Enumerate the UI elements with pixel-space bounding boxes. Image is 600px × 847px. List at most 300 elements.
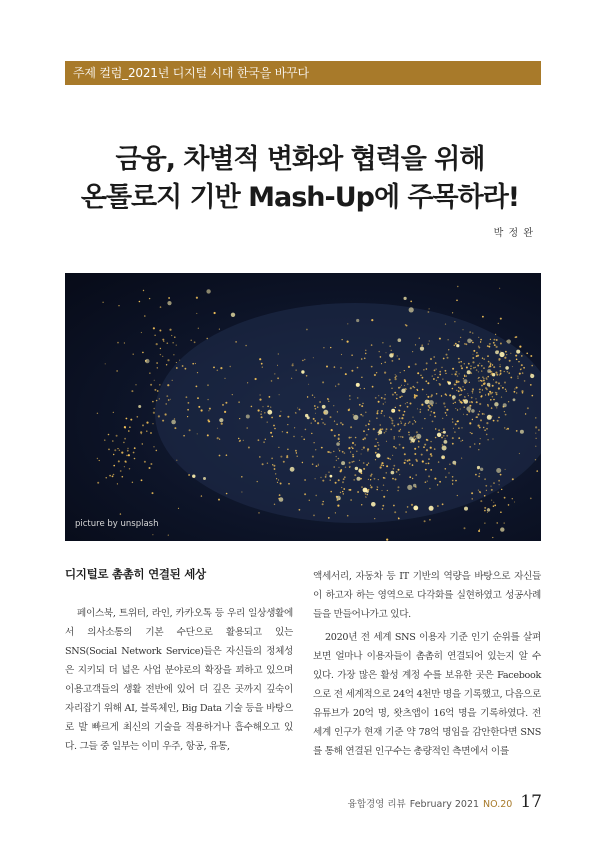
light-dot	[207, 384, 209, 386]
light-dot	[330, 491, 332, 493]
light-dot	[416, 395, 418, 397]
light-dot	[460, 361, 462, 363]
light-dot	[422, 460, 424, 462]
light-dot	[272, 464, 273, 465]
light-dot	[325, 476, 327, 478]
light-dot	[407, 506, 409, 508]
light-dot	[424, 444, 426, 446]
light-dot	[404, 462, 406, 464]
light-dot	[334, 421, 335, 422]
light-dot	[378, 479, 379, 480]
light-dot	[481, 370, 482, 371]
issue-number: NO.20	[483, 799, 513, 810]
light-dot	[477, 466, 480, 469]
light-dot	[385, 431, 386, 432]
light-dot	[448, 339, 449, 340]
light-dot	[152, 423, 153, 424]
light-dot	[503, 403, 507, 407]
light-dot	[364, 437, 366, 439]
light-dot	[208, 421, 209, 422]
light-dot	[246, 427, 248, 429]
light-dot	[476, 356, 477, 357]
light-dot	[442, 446, 447, 451]
light-dot	[226, 493, 228, 495]
light-dot	[364, 388, 365, 389]
light-dot	[378, 401, 380, 403]
light-dot	[441, 367, 443, 369]
light-dot	[500, 364, 501, 365]
light-dot	[475, 367, 476, 368]
light-dot	[468, 363, 470, 365]
light-dot	[500, 351, 501, 352]
magazine-name: 융합경영 리뷰	[347, 799, 406, 810]
light-dot	[365, 425, 367, 427]
light-dot	[504, 382, 506, 384]
light-dot	[186, 396, 188, 398]
light-dot	[375, 438, 376, 439]
light-dot	[495, 350, 499, 354]
light-dot	[473, 354, 474, 355]
light-dot	[472, 361, 474, 363]
light-dot	[126, 418, 128, 420]
light-dot	[492, 364, 493, 365]
light-dot	[392, 478, 394, 480]
light-dot	[479, 473, 480, 474]
light-dot	[159, 330, 161, 332]
light-dot	[491, 407, 493, 409]
light-dot	[376, 372, 377, 373]
light-dot	[343, 488, 345, 490]
light-dot	[446, 354, 448, 356]
light-dot	[478, 337, 479, 338]
light-dot	[287, 424, 288, 425]
light-dot	[142, 352, 144, 354]
light-dot	[336, 496, 340, 500]
light-dot	[314, 397, 315, 398]
light-dot	[398, 358, 400, 360]
light-dot	[436, 403, 437, 404]
light-dot	[410, 387, 412, 389]
light-dot	[113, 465, 115, 467]
light-dot	[341, 461, 345, 465]
light-dot	[366, 497, 367, 498]
light-dot	[408, 434, 409, 435]
light-dot	[400, 386, 401, 387]
light-dot	[188, 474, 190, 476]
light-dot	[483, 367, 485, 369]
light-dot	[361, 449, 362, 450]
light-dot	[407, 384, 408, 385]
light-dot	[327, 398, 329, 400]
light-dot	[456, 390, 457, 391]
light-dot	[362, 415, 363, 416]
light-dot	[153, 446, 154, 447]
light-dot	[162, 420, 164, 422]
light-dot	[292, 364, 294, 366]
light-dot	[536, 470, 538, 472]
light-dot	[235, 341, 237, 343]
light-dot	[498, 480, 500, 482]
light-dot	[240, 440, 241, 441]
light-dot	[353, 479, 355, 481]
light-dot	[504, 522, 505, 523]
light-dot	[457, 495, 458, 496]
light-dot	[160, 306, 162, 308]
light-dot	[479, 363, 480, 364]
light-dot	[150, 432, 152, 434]
light-dot	[429, 519, 431, 521]
light-dot	[167, 384, 169, 386]
light-dot	[338, 467, 339, 468]
light-dot	[514, 502, 515, 503]
light-dot	[457, 409, 458, 410]
light-dot	[473, 350, 475, 352]
light-dot	[392, 455, 393, 456]
light-dot	[293, 436, 294, 437]
light-dot	[413, 506, 418, 511]
light-dot	[365, 353, 367, 355]
light-dot	[357, 397, 359, 399]
light-dot	[500, 527, 504, 531]
light-dot	[340, 367, 341, 368]
light-dot	[134, 458, 136, 460]
light-dot	[468, 411, 470, 413]
light-dot	[163, 341, 164, 342]
light-dot	[460, 401, 462, 403]
light-dot	[390, 459, 391, 460]
light-dot	[438, 429, 440, 431]
light-dot	[348, 409, 350, 411]
light-dot	[141, 479, 143, 481]
light-dot	[159, 398, 160, 399]
photo-credit: picture by unsplash	[75, 519, 159, 529]
light-dot	[301, 370, 304, 373]
light-dot	[269, 396, 271, 398]
light-dot	[417, 372, 419, 374]
light-dot	[484, 429, 486, 431]
light-dot	[492, 375, 493, 376]
light-dot	[444, 438, 445, 439]
light-dot	[188, 402, 190, 404]
light-dot	[331, 429, 333, 431]
light-dot	[493, 379, 494, 380]
light-dot	[487, 415, 492, 420]
light-dot	[478, 490, 479, 491]
light-dot	[208, 410, 209, 411]
light-dot	[152, 534, 153, 535]
light-dot	[484, 523, 485, 524]
light-dot	[225, 402, 227, 404]
light-dot	[185, 368, 187, 370]
light-dot	[367, 448, 369, 450]
light-dot	[291, 378, 292, 379]
light-dot	[362, 403, 363, 404]
light-dot	[426, 394, 427, 395]
light-dot	[391, 350, 392, 351]
light-dot	[469, 401, 470, 402]
light-dot	[409, 463, 411, 465]
light-dot	[352, 442, 354, 444]
light-dot	[241, 476, 243, 478]
light-dot	[334, 435, 336, 437]
light-dot	[135, 384, 136, 385]
light-dot	[370, 479, 371, 480]
light-dot	[338, 383, 340, 385]
light-dot	[113, 412, 114, 413]
light-dot	[351, 370, 353, 372]
light-dot	[435, 428, 436, 429]
light-dot	[472, 357, 474, 359]
light-dot	[459, 394, 461, 396]
light-dot	[158, 415, 160, 417]
light-dot	[120, 470, 122, 472]
light-dot	[353, 456, 354, 457]
light-dot	[429, 506, 434, 511]
light-dot	[488, 393, 490, 395]
light-dot	[464, 399, 469, 404]
light-dot	[494, 505, 496, 507]
light-dot	[386, 441, 387, 442]
light-dot	[531, 365, 533, 367]
light-dot	[456, 381, 458, 383]
light-dot	[129, 468, 130, 469]
paragraph: 페이스북, 트위터, 라인, 카카오톡 등 우리 일상생활에서 의사소통의 기본 수단으로 활용되고 있는 SNS(Social Network Service)들은 자신들의 정체성은 지키되 더 넓은 사업 분야로의 확장을 꾀하고 있으며 이용고객들의 생활 전반에 있어 더 깊은 곳까지 깊숙이 자리잡기 위해 AI, 블록체인, Big Data 기술 등을 바탕으로 발 빠르게 최신의 기술을 적용하거나 흡수해오고 있다. 그들 중 일부는 이미 우주, 항공, 유통,	[65, 608, 293, 752]
light-dot	[218, 499, 220, 501]
light-dot	[461, 441, 462, 442]
light-dot	[491, 489, 493, 491]
light-dot	[469, 382, 470, 383]
light-dot	[393, 465, 395, 467]
light-dot	[149, 467, 151, 469]
light-dot	[97, 413, 98, 414]
light-dot	[400, 421, 401, 422]
light-dot	[485, 394, 486, 395]
light-dot	[274, 373, 275, 374]
light-dot	[490, 371, 492, 373]
light-dot	[475, 417, 476, 418]
light-dot	[459, 388, 461, 390]
light-dot	[458, 437, 460, 439]
light-dot	[349, 437, 351, 439]
light-dot	[487, 512, 488, 513]
light-dot	[123, 442, 125, 444]
light-dot	[299, 509, 301, 511]
light-dot	[517, 378, 518, 379]
light-dot	[473, 367, 475, 369]
light-dot	[323, 412, 325, 414]
light-dot	[149, 298, 150, 299]
light-dot	[416, 389, 418, 391]
light-dot	[330, 480, 331, 481]
light-dot	[335, 482, 337, 484]
light-dot	[274, 428, 276, 430]
light-dot	[463, 414, 464, 415]
light-dot	[374, 478, 376, 480]
light-dot	[392, 353, 394, 355]
light-dot	[376, 453, 380, 457]
light-dot	[328, 517, 330, 519]
light-dot	[484, 382, 486, 384]
light-dot	[478, 449, 479, 450]
light-dot	[532, 395, 534, 397]
light-dot	[415, 459, 417, 461]
light-dot	[530, 374, 534, 378]
light-dot	[368, 463, 369, 464]
light-dot	[371, 366, 373, 368]
light-dot	[456, 344, 459, 347]
light-dot	[173, 354, 174, 355]
light-dot	[535, 426, 537, 428]
light-dot	[347, 515, 349, 517]
light-dot	[495, 381, 497, 383]
light-dot	[448, 382, 451, 385]
light-dot	[430, 396, 431, 397]
light-dot	[431, 411, 433, 413]
light-dot	[391, 471, 395, 475]
light-dot	[499, 484, 500, 485]
light-dot	[416, 431, 418, 433]
light-dot	[168, 535, 169, 536]
light-dot	[466, 414, 467, 415]
light-dot	[399, 417, 401, 419]
light-dot	[496, 468, 501, 473]
light-dot	[457, 375, 458, 376]
light-dot	[390, 346, 391, 347]
light-dot	[498, 492, 499, 493]
light-dot	[439, 481, 441, 483]
light-dot	[144, 461, 146, 463]
light-dot	[361, 454, 362, 455]
light-dot	[320, 477, 321, 478]
light-dot	[311, 423, 312, 424]
light-dot	[443, 431, 446, 434]
light-dot	[390, 429, 392, 431]
light-dot	[352, 454, 353, 455]
light-dot	[131, 390, 133, 392]
light-dot	[516, 392, 517, 393]
light-dot	[467, 393, 468, 394]
light-dot	[197, 433, 198, 434]
light-dot	[367, 450, 368, 451]
light-dot	[405, 403, 406, 404]
light-dot	[374, 518, 375, 519]
light-dot	[119, 450, 120, 451]
light-dot	[449, 464, 450, 465]
light-dot	[97, 482, 99, 484]
light-dot	[272, 436, 274, 438]
light-dot	[301, 436, 302, 437]
light-dot	[466, 406, 471, 411]
light-dot	[213, 367, 215, 369]
light-dot	[437, 377, 439, 379]
light-dot	[299, 409, 301, 411]
light-dot	[470, 368, 471, 369]
light-dot	[387, 490, 388, 491]
light-dot	[352, 448, 354, 450]
light-dot	[458, 428, 459, 429]
light-dot	[287, 416, 289, 418]
light-dot	[126, 455, 128, 457]
light-dot	[442, 379, 443, 380]
light-dot	[357, 477, 361, 481]
light-dot	[261, 416, 263, 418]
light-dot	[338, 458, 340, 460]
light-dot	[354, 444, 356, 446]
light-dot	[434, 448, 436, 450]
light-dot	[455, 371, 457, 373]
light-dot	[458, 390, 460, 392]
light-dot	[128, 454, 130, 456]
light-dot	[392, 360, 394, 362]
light-dot	[489, 371, 490, 372]
light-dot	[260, 414, 261, 415]
light-dot	[118, 305, 119, 306]
light-dot	[342, 339, 343, 340]
light-dot	[207, 434, 209, 436]
light-dot	[535, 417, 536, 418]
light-dot	[521, 364, 523, 366]
light-dot	[478, 476, 480, 478]
light-dot	[460, 365, 462, 367]
light-dot	[476, 401, 478, 403]
light-dot	[424, 520, 426, 522]
light-dot	[409, 421, 410, 422]
light-dot	[486, 422, 488, 424]
light-dot	[330, 347, 331, 348]
light-dot	[459, 400, 460, 401]
light-dot	[504, 411, 505, 412]
light-dot	[383, 496, 385, 498]
light-dot	[398, 338, 402, 342]
light-dot	[238, 438, 239, 439]
light-dot	[500, 343, 502, 345]
light-dot	[261, 411, 262, 412]
light-dot	[209, 408, 211, 410]
light-dot	[395, 377, 396, 378]
light-dot	[206, 289, 210, 293]
light-dot	[433, 412, 435, 414]
light-dot	[496, 394, 498, 396]
light-dot	[420, 347, 424, 351]
light-dot	[458, 361, 460, 363]
light-dot	[333, 466, 335, 468]
light-dot	[479, 389, 481, 391]
light-dot	[187, 416, 188, 417]
light-dot	[398, 469, 400, 471]
light-dot	[443, 402, 445, 404]
light-dot	[263, 406, 264, 407]
light-dot	[404, 297, 407, 300]
light-dot	[479, 403, 481, 405]
light-dot	[391, 422, 393, 424]
light-dot	[207, 399, 208, 400]
light-dot	[521, 390, 523, 392]
light-dot	[472, 498, 473, 499]
light-dot	[353, 414, 354, 415]
light-dot	[480, 492, 481, 493]
light-dot	[374, 445, 376, 447]
light-dot	[315, 495, 317, 497]
light-dot	[504, 497, 506, 499]
light-dot	[421, 454, 423, 456]
light-dot	[423, 446, 425, 448]
light-dot	[422, 389, 424, 391]
light-dot	[324, 424, 326, 426]
light-dot	[398, 387, 400, 389]
light-dot	[530, 384, 532, 386]
light-dot	[176, 362, 177, 363]
light-dot	[349, 489, 351, 491]
